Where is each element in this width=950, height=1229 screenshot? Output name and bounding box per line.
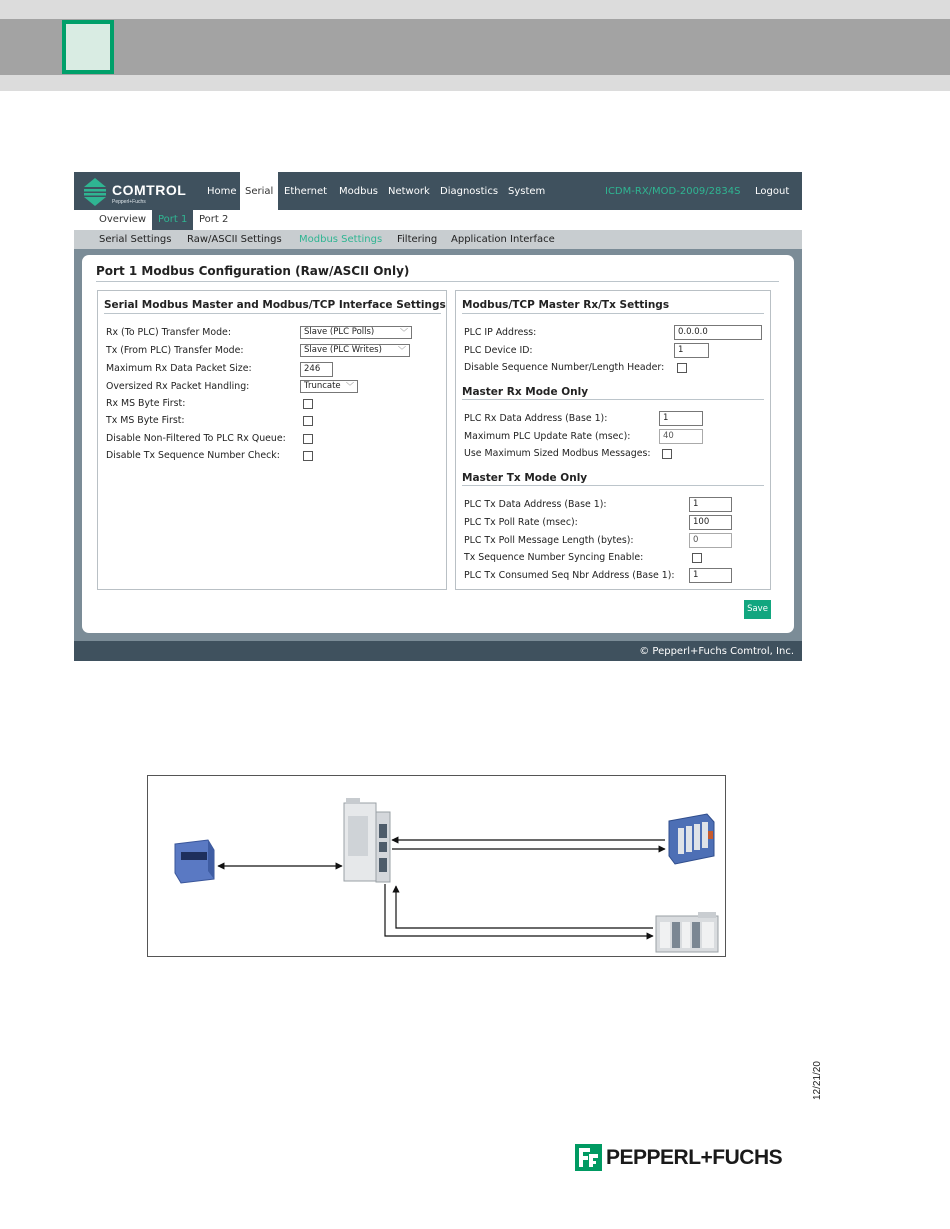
disable-non-filtered-label: Disable Non-Filtered To PLC Rx Queue: [106, 433, 286, 444]
tx-consumed-seq-label: PLC Tx Consumed Seq Nbr Address (Base 1): [464, 570, 675, 581]
chevron-down-icon: ﹀ [400, 328, 408, 337]
oversized-select[interactable]: Truncate ﹀ [300, 380, 358, 393]
tx-section-divider [462, 485, 764, 486]
tab-raw-ascii-settings[interactable]: Raw/ASCII Settings [187, 234, 282, 245]
tx-poll-rate-input[interactable]: 100 [689, 515, 732, 530]
port-tabs [74, 210, 802, 230]
settings-content [82, 255, 794, 633]
brand-mark-icon [575, 1144, 602, 1171]
comtrol-logo-icon [82, 178, 108, 206]
connection-diagram [147, 775, 726, 957]
footer-bar [74, 641, 802, 661]
disable-tx-seq-checkbox[interactable] [303, 451, 313, 461]
tx-seq-sync-checkbox[interactable] [692, 553, 702, 563]
top-navigation-bar [74, 172, 802, 210]
tx-poll-rate-label: PLC Tx Poll Rate (msec): [464, 517, 578, 528]
logo-subtitle: Pepperl+Fuchs [112, 199, 146, 205]
use-max-sized-label: Use Maximum Sized Modbus Messages: [464, 448, 651, 459]
tx-data-address-label: PLC Tx Data Address (Base 1): [464, 499, 607, 510]
page-title: Port 1 Modbus Configuration (Raw/ASCII Only) [96, 264, 410, 278]
comtrol-logo [82, 177, 192, 207]
disable-seq-header-checkbox[interactable] [677, 363, 687, 373]
tx-ms-byte-label: Tx MS Byte First: [106, 415, 185, 426]
pepperl-fuchs-logo [575, 1144, 800, 1174]
header-band-top [0, 0, 950, 19]
plc-ip-input[interactable]: 0.0.0.0 [674, 325, 762, 340]
tab-port-2[interactable]: Port 2 [199, 214, 229, 225]
nav-system[interactable]: System [508, 186, 546, 197]
disable-non-filtered-checkbox[interactable] [303, 434, 313, 444]
rx-section-title: Master Rx Mode Only [462, 386, 589, 398]
rx-ms-byte-label: Rx MS Byte First: [106, 398, 186, 409]
tab-overview[interactable]: Overview [99, 214, 147, 225]
rx-ms-byte-checkbox[interactable] [303, 399, 313, 409]
tx-data-address-input[interactable]: 1 [689, 497, 732, 512]
logo-name: COMTROL [112, 182, 187, 198]
tx-section-title: Master Tx Mode Only [462, 472, 588, 484]
disable-seq-header-label: Disable Sequence Number/Length Header: [464, 362, 665, 373]
left-panel-divider [104, 313, 441, 314]
tab-port-1[interactable]: Port 1 [152, 210, 193, 230]
tx-mode-select[interactable]: Slave (PLC Writes) ﹀ [300, 344, 410, 357]
max-update-rate-input[interactable]: 40 [659, 429, 703, 444]
oversized-label: Oversized Rx Packet Handling: [106, 381, 250, 392]
nav-ethernet[interactable]: Ethernet [284, 186, 328, 197]
footer-copyright: © Pepperl+Fuchs Comtrol, Inc. [639, 646, 794, 657]
brand-name: PEPPERL+FUCHS [606, 1146, 783, 1169]
tx-seq-sync-label: Tx Sequence Number Syncing Enable: [464, 552, 644, 563]
serial-device-icon [175, 840, 214, 883]
plc-ip-label: PLC IP Address: [464, 327, 537, 338]
header-band-bottom [0, 75, 950, 91]
document-date-text: 12/21/20 [812, 1061, 823, 1100]
right-panel-title: Modbus/TCP Master Rx/Tx Settings [462, 299, 670, 311]
tx-consumed-seq-input[interactable]: 1 [689, 568, 732, 583]
modbus-tcp-panel [455, 290, 771, 590]
tab-serial-settings[interactable]: Serial Settings [99, 234, 172, 245]
tx-poll-length-input[interactable]: 0 [689, 533, 732, 548]
max-packet-label: Maximum Rx Data Packet Size: [106, 363, 252, 374]
rx-section-divider [462, 399, 764, 400]
diagram-drawing [148, 776, 725, 956]
settings-tabs [74, 230, 802, 249]
plc-bottom-return-arrow [396, 886, 653, 928]
tab-filtering[interactable]: Filtering [397, 234, 438, 245]
nav-home[interactable]: Home [207, 186, 237, 197]
rx-mode-select[interactable]: Slave (PLC Polls) ﹀ [300, 326, 412, 339]
nav-serial[interactable]: Serial [240, 172, 278, 210]
tab-application-interface[interactable]: Application Interface [451, 234, 555, 245]
max-update-rate-label: Maximum PLC Update Rate (msec): [464, 431, 631, 442]
nav-network[interactable]: Network [388, 186, 430, 197]
tx-poll-length-label: PLC Tx Poll Message Length (bytes): [464, 535, 634, 546]
serial-modbus-panel [97, 290, 447, 590]
max-packet-input[interactable]: 246 [300, 362, 333, 377]
rx-data-address-label: PLC Rx Data Address (Base 1): [464, 413, 608, 424]
chevron-down-icon: ﹀ [346, 382, 354, 391]
tx-ms-byte-checkbox[interactable] [303, 416, 313, 426]
chevron-down-icon: ﹀ [398, 346, 406, 355]
header-band [0, 19, 950, 75]
logout-link[interactable]: Logout [755, 186, 790, 197]
use-max-sized-checkbox[interactable] [662, 449, 672, 459]
document-date [808, 1061, 838, 1108]
nav-modbus[interactable]: Modbus [339, 186, 378, 197]
tx-mode-label: Tx (From PLC) Transfer Mode: [106, 345, 244, 356]
right-panel-divider [462, 313, 764, 314]
left-panel-title: Serial Modbus Master and Modbus/TCP Interface Settings [104, 299, 446, 311]
plc-device-id-label: PLC Device ID: [464, 345, 533, 356]
plc-device-id-input[interactable]: 1 [674, 343, 709, 358]
device-model: ICDM-RX/MOD-2009/2834S [605, 186, 741, 197]
nav-diagnostics[interactable]: Diagnostics [440, 186, 499, 197]
title-divider [96, 281, 779, 282]
plc-rack-bottom-icon [656, 912, 718, 952]
chapter-marker [62, 20, 114, 74]
disable-tx-seq-label: Disable Tx Sequence Number Check: [106, 450, 280, 461]
web-ui-screenshot [74, 172, 802, 661]
save-button[interactable]: Save [744, 600, 771, 619]
tab-modbus-settings[interactable]: Modbus Settings [299, 234, 383, 245]
plc-rack-top-icon [669, 814, 714, 864]
gateway-device-icon [344, 798, 390, 882]
rx-data-address-input[interactable]: 1 [659, 411, 703, 426]
rx-mode-label: Rx (To PLC) Transfer Mode: [106, 327, 231, 338]
